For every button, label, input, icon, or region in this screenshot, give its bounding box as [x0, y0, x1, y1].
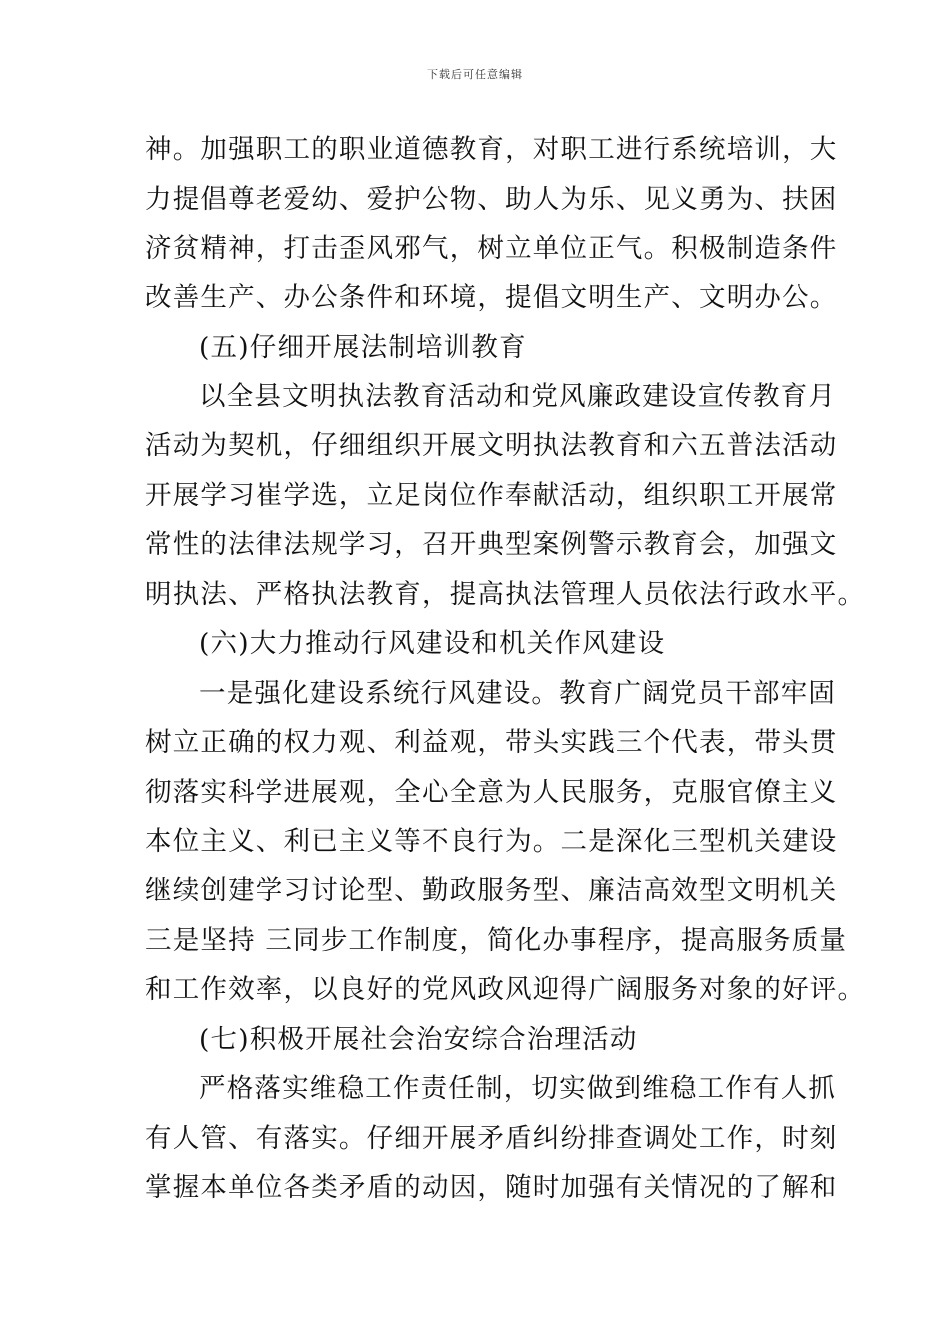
text-line: 一是强化建设系统行风建设。教育广阔党员干部牢固: [199, 678, 837, 709]
text-line: 严格落实维稳工作责任制，切实做到维稳工作有人抓: [199, 1073, 837, 1104]
section-heading: (六)大力推动行风建设和机关作风建设: [199, 628, 666, 659]
header-note: 下载后可任意编辑: [427, 68, 523, 81]
text-line: 济贫精神，打击歪风邪气，树立单位正气。积极制造条件: [145, 233, 838, 264]
section-heading: (七)积极开展社会治安综合治理活动: [199, 1024, 638, 1055]
text-line: 活动为契机，仔细组织开展文明执法教育和六五普法活动: [145, 430, 838, 461]
text-line: 继续创建学习讨论型、勤政服务型、廉洁高效型文明机关: [145, 875, 838, 906]
text-line: 神。加强职工的职业道德教育，对职工进行系统培训，大: [145, 134, 838, 165]
text-line: 三是坚持 三同步工作制度，简化办事程序，提高服务质量: [145, 925, 848, 956]
text-line: 力提倡尊老爱幼、爱护公物、助人为乐、见义勇为、扶困: [145, 184, 838, 215]
text-line: 以全县文明执法教育活动和党风廉政建设宣传教育月: [199, 381, 837, 412]
section-heading: (五)仔细开展法制培训教育: [199, 332, 527, 363]
text-line: 掌握本单位各类矛盾的动因，随时加强有关情况的了解和: [145, 1172, 838, 1203]
text-line: 明执法、严格执法教育，提高执法管理人员依法行政水平。: [145, 579, 866, 610]
text-line: 和工作效率，以良好的党风政风迎得广阔服务对象的好评。: [145, 974, 866, 1005]
text-line: 彻落实科学进展观，全心全意为人民服务，克服官僚主义: [145, 777, 838, 808]
text-line: 常性的法律法规学习，召开典型案例警示教育会，加强文: [145, 529, 838, 560]
text-line: 开展学习崔学选，立足岗位作奉献活动，组织职工开展常: [145, 480, 838, 511]
text-line: 本位主义、利已主义等不良行为。二是深化三型机关建设: [145, 826, 838, 857]
text-line: 改善生产、办公条件和环境，提倡文明生产、文明办公。: [145, 282, 838, 313]
text-line: 有人管、有落实。仔细开展矛盾纠纷排查调处工作，时刻: [145, 1123, 838, 1154]
text-line: 树立正确的权力观、利益观，带头实践三个代表，带头贯: [145, 727, 838, 758]
